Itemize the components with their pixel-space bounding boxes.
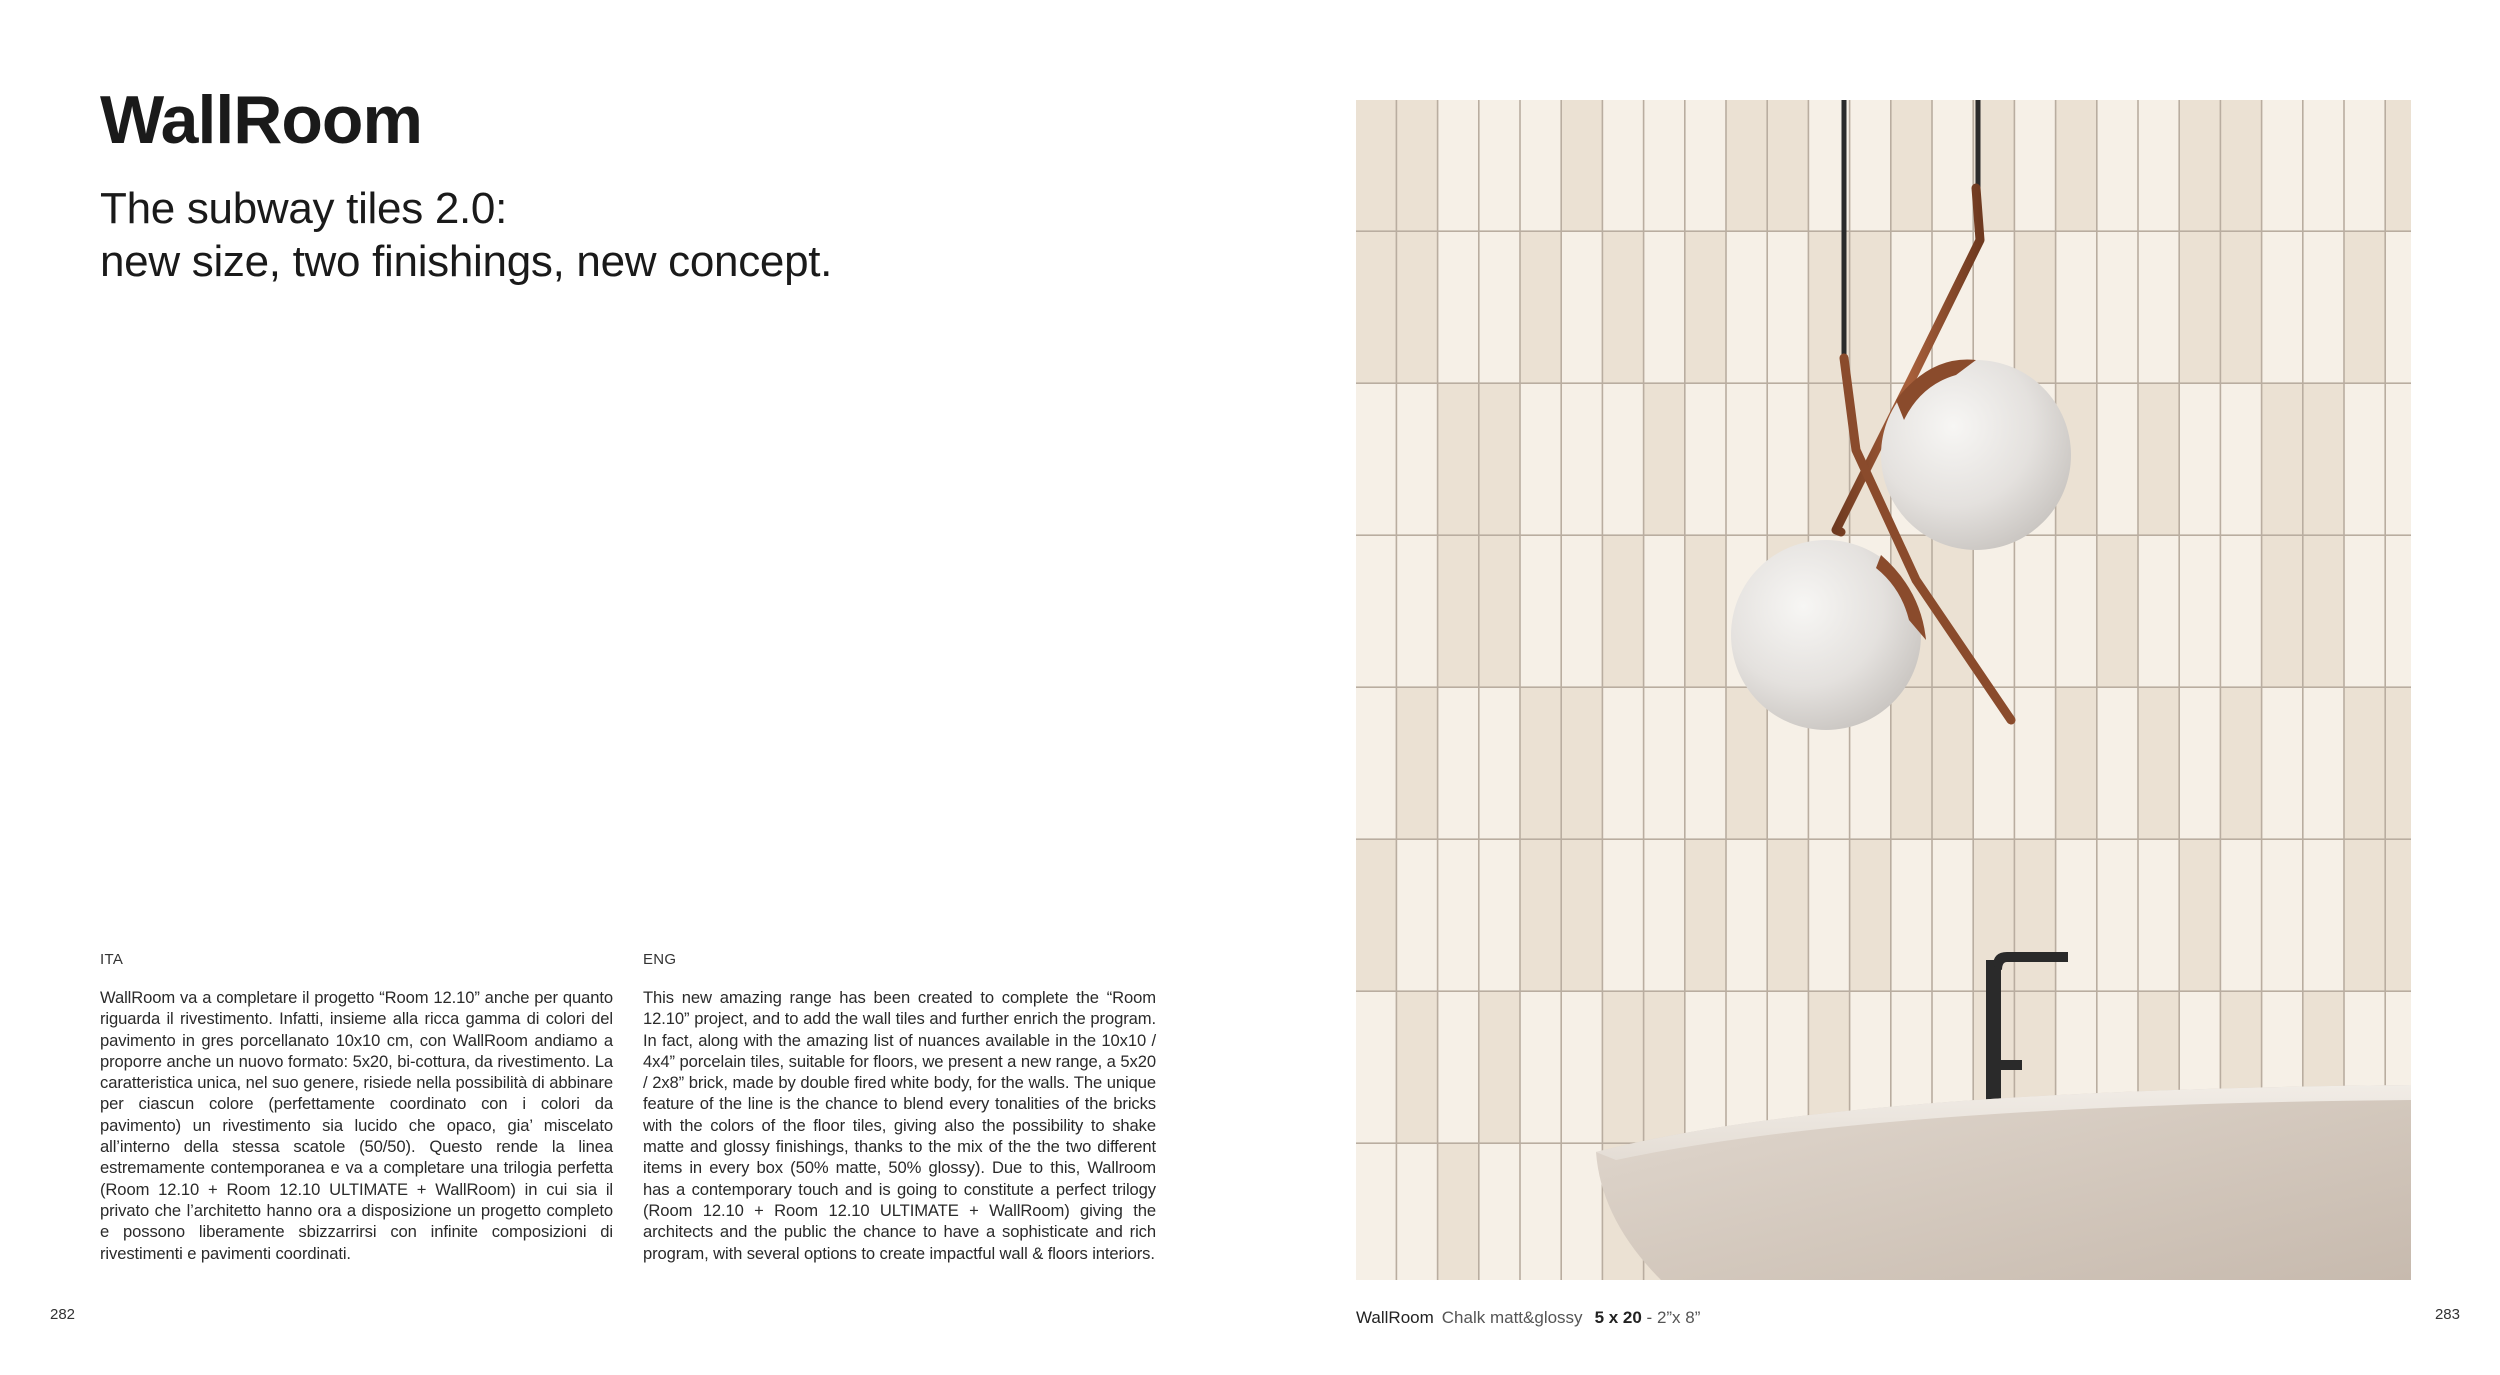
wall-tile (2180, 384, 2220, 534)
wall-tile (2180, 840, 2220, 990)
wall-tile (1974, 536, 2014, 686)
wall-tile (1850, 100, 1890, 230)
wall-tile (1644, 232, 1684, 382)
wall-tile (2056, 840, 2096, 990)
wall-tile (1603, 688, 1643, 838)
wall-tile (1768, 232, 1808, 382)
wall-tile (1644, 384, 1684, 534)
wall-tile (1438, 992, 1478, 1142)
wall-tile (1686, 688, 1726, 838)
wall-tile (2304, 840, 2344, 990)
wall-tile (2221, 840, 2261, 990)
wall-tile (1521, 536, 1561, 686)
wall-tile (2015, 232, 2055, 382)
wall-tile (1562, 992, 1602, 1142)
wall-tile (2304, 232, 2344, 382)
wall-tile (1603, 536, 1643, 686)
wall-tile (1480, 232, 1520, 382)
wall-tile (1562, 232, 1602, 382)
wall-tile (2221, 688, 2261, 838)
wall-tile (1438, 384, 1478, 534)
wall-tile (2056, 536, 2096, 686)
wall-tile (2180, 100, 2220, 230)
wall-tile (2139, 688, 2179, 838)
wall-tile (1933, 688, 1973, 838)
wall-tile (2221, 384, 2261, 534)
wall-tile (2386, 840, 2411, 990)
wall-tile (2345, 688, 2385, 838)
wall-tile (1480, 384, 1520, 534)
wall-tile (2098, 232, 2138, 382)
subtitle-line-2: new size, two finishings, new concept. (100, 237, 833, 286)
english-column (643, 951, 1156, 1264)
wall-tile (2015, 840, 2055, 990)
wall-tile (2345, 100, 2385, 230)
wall-tile (1686, 100, 1726, 230)
wall-tile (1521, 992, 1561, 1142)
wall-tile (2139, 232, 2179, 382)
wall-tile (1562, 840, 1602, 990)
wall-tile (1397, 232, 1437, 382)
wall-tile (1974, 232, 2014, 382)
wall-tile (1727, 688, 1767, 838)
wall-tile (1397, 1144, 1437, 1280)
wall-tile (1686, 840, 1726, 990)
wall-tile (2262, 232, 2302, 382)
wall-tile (1438, 1144, 1478, 1280)
wall-tile (1356, 536, 1396, 686)
wall-tile (2345, 232, 2385, 382)
wall-tile (2098, 536, 2138, 686)
caption-product-name: WallRoom (1356, 1308, 1434, 1327)
wall-tile (1603, 232, 1643, 382)
faucet-handle (2000, 1060, 2022, 1070)
wall-tile (2015, 100, 2055, 230)
wall-tile (1562, 688, 1602, 838)
wall-tile (1438, 688, 1478, 838)
wall-tile (1850, 232, 1890, 382)
english-label: ENG (643, 951, 677, 968)
wall-tile (2015, 688, 2055, 838)
wall-tile (1686, 992, 1726, 1142)
wall-tile (1727, 840, 1767, 990)
wall-tile (1562, 536, 1602, 686)
italian-column (100, 951, 613, 1264)
wall-tile (2386, 232, 2411, 382)
wall-tile (2386, 688, 2411, 838)
wall-tile (1603, 384, 1643, 534)
wall-tile (1727, 992, 1767, 1142)
wall-tile (2386, 100, 2411, 230)
wall-tile (1397, 384, 1437, 534)
product-photo (1356, 100, 2411, 1280)
wall-tile (2056, 688, 2096, 838)
wall-tile (1397, 840, 1437, 990)
wall-tile (1356, 100, 1396, 230)
wall-tile (1397, 992, 1437, 1142)
wall-tile (2221, 536, 2261, 686)
wall-tile (1644, 688, 1684, 838)
wall-tile (1686, 384, 1726, 534)
faucet-body (1986, 960, 2001, 1108)
page-number-left: 282 (50, 1306, 76, 1323)
wall-tile (1562, 384, 1602, 534)
wall-tile (2139, 536, 2179, 686)
wall-tile (2180, 688, 2220, 838)
wall-tile (2139, 840, 2179, 990)
wall-tile (1521, 232, 1561, 382)
wall-tile (1438, 232, 1478, 382)
wall-tile (2015, 536, 2055, 686)
wall-tile (2139, 384, 2179, 534)
wall-tile (2180, 536, 2220, 686)
wall-tile (2262, 536, 2302, 686)
wall-tile (2386, 384, 2411, 534)
wall-tile (1356, 1144, 1396, 1280)
page-number-right: 283 (2434, 1306, 2460, 1323)
page-subtitle (100, 182, 832, 288)
wall-tile (1603, 840, 1643, 990)
wall-tile (2221, 232, 2261, 382)
wall-tile (2056, 232, 2096, 382)
wall-tile (2098, 688, 2138, 838)
wall-tile (1438, 840, 1478, 990)
wall-tile (1644, 840, 1684, 990)
wall-tile (1727, 232, 1767, 382)
wall-tile (2098, 840, 2138, 990)
wall-tile (1686, 232, 1726, 382)
caption-size-inch: 2”x 8” (1656, 1308, 1701, 1327)
caption-separator: - (1641, 1308, 1657, 1327)
wall-tile (1356, 232, 1396, 382)
wall-tile (1850, 840, 1890, 990)
wall-tile (1644, 536, 1684, 686)
wall-tile (2386, 536, 2411, 686)
wall-tile (1768, 100, 1808, 230)
wall-tile (1356, 992, 1396, 1142)
wall-tile (1768, 384, 1808, 534)
wall-tile (2345, 840, 2385, 990)
wall-tile (1480, 992, 1520, 1142)
wall-tile (1480, 100, 1520, 230)
wall-tile (2262, 688, 2302, 838)
wall-tile (2262, 100, 2302, 230)
wall-tile (2304, 688, 2344, 838)
wall-tile (1521, 1144, 1561, 1280)
wall-tile (2139, 100, 2179, 230)
caption-finish: Chalk matt&glossy (1441, 1308, 1583, 1327)
wall-tile (2098, 384, 2138, 534)
wall-tile (2345, 384, 2385, 534)
wall-tile (1809, 840, 1849, 990)
wall-tile (1397, 688, 1437, 838)
wall-tile (2304, 100, 2344, 230)
wall-tile (1562, 1144, 1602, 1280)
wall-tile (1356, 688, 1396, 838)
wall-tile (1480, 840, 1520, 990)
photo-caption (1356, 1308, 1700, 1328)
english-body-text: This new amazing range has been created to complete the “Room 12.10” project, and to add the wall tiles and further enrich the program. In fact, along with the amazing list of nuances available in the 10x10 / 4x4” porcelain tiles, suitable for floors, we present a new range, a 5x20 / 2x8” brick, made by double fired white body, for the walls. The unique feature of the line is the chance to blend every tonalities of the bricks with the colors of the floor tiles, giving also the possibility to shake matte and glossy finishings, thanks to the mix of the the two different items in every box (50% matte, 50% glossy). Due to this, Wallroom has a contemporary touch and is going to constitute a perfect trilogy (Room 12.10 + Room 12.10 ULTIMATE + WallRoom) giving the architects and the public the chance to have a sophisticate and rich program, with several options to create impactful wall & floors interiors. (643, 988, 1156, 1263)
wall-tile (1892, 688, 1932, 838)
wall-tile (1933, 100, 1973, 230)
italian-body-text: WallRoom va a completare il progetto “Room 12.10” anche per quanto riguarda il rivestimento. Infatti, insieme alla ricca gamma di colori del pavimento in gres porcellanato 10x10 cm, con WallRoom andiamo a proporre anche un nuovo formato: 5x20, bi-cottura, da rivestimento. La caratteristica unica, nel suo genere, risiede nella possibilità di abbinare per ciascun colore (perfettamente coordinato con i colori da pavimento) un rivestimento sia lucido che opaco, gia’ miscelato all’interno della stessa scatole (50/50). Questo rende la linea estremamente contemporanea e va a completare una trilogia perfetta (Room 12.10 + Room 12.10 ULTIMATE + WallRoom) in cui sia il privato che l’architetto hanno ora a disposizione un progetto completo e possono liberamente sbizzarrirsi con infinite composizioni di rivestimenti e pavimenti coordinati. (100, 988, 613, 1263)
wall-tile (1521, 688, 1561, 838)
wall-tile (1644, 992, 1684, 1142)
wall-tile (1603, 100, 1643, 230)
wall-tile (2180, 232, 2220, 382)
wall-tile (2056, 100, 2096, 230)
wall-tile (1933, 840, 1973, 990)
page-title: WallRoom (100, 82, 422, 158)
italian-label: ITA (100, 951, 124, 968)
subtitle-line-1: The subway tiles 2.0: (100, 184, 508, 233)
wall-tile (2262, 384, 2302, 534)
wall-tile (1768, 840, 1808, 990)
wall-tile (1480, 688, 1520, 838)
wall-tile (2304, 384, 2344, 534)
wall-tile (1562, 100, 1602, 230)
wall-tile (2262, 840, 2302, 990)
wall-tile (1356, 840, 1396, 990)
wall-tile (1603, 992, 1643, 1142)
wall-tile (1521, 100, 1561, 230)
wall-tile (1397, 536, 1437, 686)
wall-tile (1521, 840, 1561, 990)
wall-tile (1727, 100, 1767, 230)
wall-tile (2304, 536, 2344, 686)
wall-tile (2221, 100, 2261, 230)
wall-tile (1480, 1144, 1520, 1280)
wall-tile (1480, 536, 1520, 686)
wall-tile (1438, 536, 1478, 686)
wall-tile (1892, 840, 1932, 990)
caption-size: 5 x 20 (1594, 1308, 1642, 1327)
wall-tile (2345, 536, 2385, 686)
wall-tile (1727, 384, 1767, 534)
wall-tile (1438, 100, 1478, 230)
wall-tile (1686, 536, 1726, 686)
wall-tile (1521, 384, 1561, 534)
wall-tile (1356, 384, 1396, 534)
wall-tile (1644, 100, 1684, 230)
wall-tile (2098, 100, 2138, 230)
bathroom-scene-illustration (1356, 100, 2411, 1280)
wall-tile (1892, 100, 1932, 230)
wall-tile (1397, 100, 1437, 230)
